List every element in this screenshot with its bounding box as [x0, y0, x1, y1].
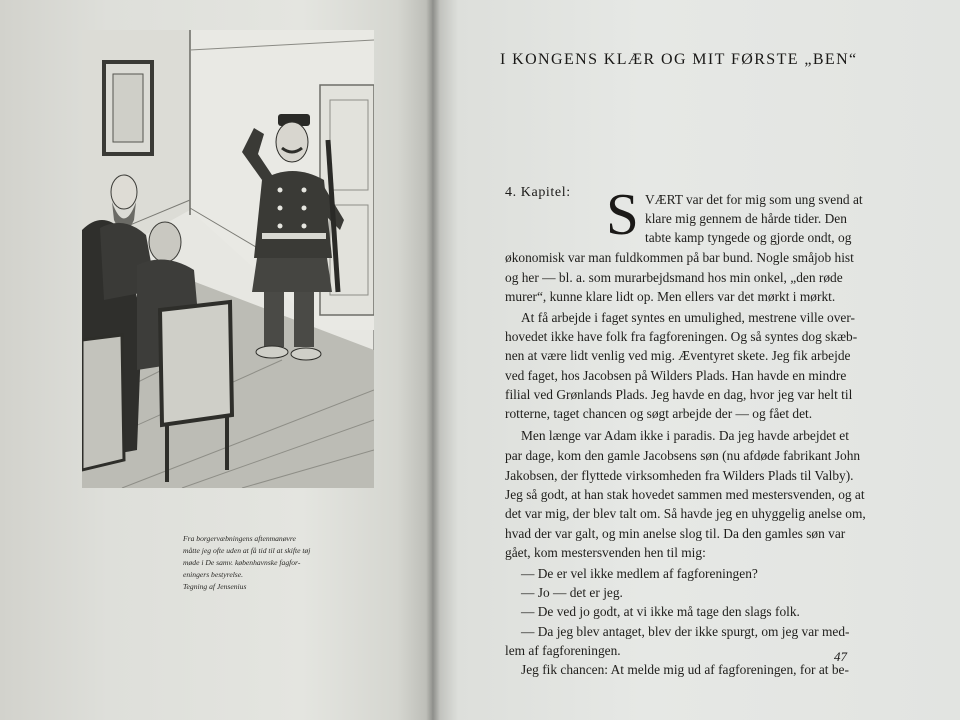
- text-line: rotterne, taget chancen og søgt arbejde der — og fået det.: [505, 406, 813, 421]
- text-line: økonomisk var man fuldkommen på bar bund. Nogle småjob hist: [505, 250, 854, 265]
- text-line: VÆRT var det for mig som ung svend at: [645, 192, 863, 207]
- text-line: murer“, kunne klare lidt op. Men ellers var det mørkt i mørkt.: [505, 289, 836, 304]
- drop-cap: S: [606, 181, 639, 247]
- caption-line: eningers bestyrelse.: [183, 570, 244, 579]
- text-line: hvad der var galt, og min anelse slog til. Da den gamles søn var: [505, 526, 846, 541]
- text-line: tabte kamp tyngede og gjorde ondt, og: [645, 230, 852, 245]
- caption-line: møde i De samv. københavnske fagfor-: [183, 558, 301, 567]
- text-line: klare mig gennem de hårde tider. Den: [645, 211, 847, 226]
- text-line: ved faget, hos Jacobsen på Wilders Plads. Han havde en mindre: [505, 368, 847, 383]
- cartoon-illustration: [82, 30, 374, 488]
- chapter-title: I KONGENS KLÆR OG MIT FØRSTE „BEN“: [500, 51, 858, 68]
- caption-line: måtte jeg ofte uden at få tid til at skifte tøj: [183, 546, 311, 555]
- chapter-label: 4. Kapitel:: [505, 185, 571, 200]
- text-line: og her — bl. a. som murarbejdsmand hos min onkel, „den røde: [505, 270, 843, 285]
- text-line: nen at være lidt venlig ved mig. Æventyret skete. Jeg fik arbejde: [505, 348, 851, 363]
- caption-credit: Tegning af Jensenius: [183, 582, 247, 591]
- text-line: — De er vel ikke medlem af fagforeningen?: [521, 566, 758, 581]
- text-line: Jeg så godt, at han stak hovedet sammen med mestersvenden, og at: [505, 487, 865, 502]
- text-line: filial ved Grønlands Plads. Jeg havde en dag, hvor jeg var helt til: [505, 387, 853, 402]
- caption-line: Fra borgervæbningens aftenmanøvre: [183, 534, 296, 543]
- text-line: Men længe var Adam ikke i paradis. Da jeg havde arbejdet et: [521, 428, 849, 443]
- text-line: — Jo — det er jeg.: [521, 585, 623, 600]
- cartoon-soldier-saluting-icon: [82, 30, 374, 488]
- text-line: det var mig, der blev talt om. Så havde jeg en uhyggelig anelse om,: [505, 506, 866, 521]
- book-gutter: [426, 0, 440, 720]
- illustration-caption: [183, 533, 403, 593]
- text-line: Jakobsen, der flyttede virksomheden fra Wilders Plads til Valby).: [505, 468, 854, 483]
- text-line: lem af fagforeningen.: [505, 643, 621, 658]
- text-line: par dage, kom den gamle Jacobsens søn (nu afdøde fabrikant John: [505, 448, 861, 463]
- left-page: [0, 0, 432, 720]
- page-number: 47: [834, 649, 847, 664]
- text-line: hovedet ikke have folk fra fagforeningen. Og så syntes dog skæb-: [505, 329, 858, 344]
- text-line: Jeg fik chancen: At melde mig ud af fagforeningen, for at be-: [521, 662, 849, 677]
- text-line: gået, kom mestersvenden hen til mig:: [505, 545, 706, 560]
- text-line: At få arbejde i faget syntes en umulighed, mestrene ville over-: [521, 310, 856, 325]
- text-line: — De ved jo godt, at vi ikke må tage den slags folk.: [521, 604, 800, 619]
- text-line: — Da jeg blev antaget, blev der ikke spurgt, om jeg var med-: [521, 624, 850, 639]
